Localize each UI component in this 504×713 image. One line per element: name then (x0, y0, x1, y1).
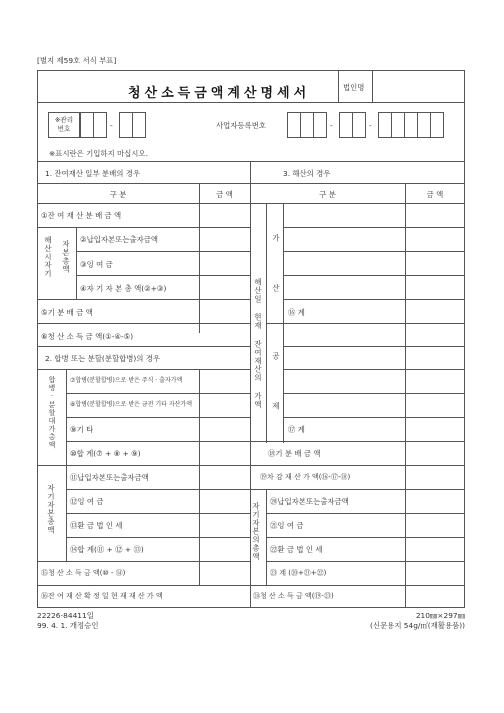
group-b-label: 합병·분할대가총액 (48, 376, 56, 449)
group-c-label: 자기자본총액 (46, 484, 56, 535)
row-7-label: ⑦합병(분할합병)으로 받은 주식 · 출자가액 (70, 377, 183, 384)
biz-reg-cell-4[interactable] (339, 112, 353, 138)
row-18-label: ⑱기 분 배 금 액 (268, 449, 321, 458)
biz-reg-cell-8[interactable] (404, 112, 418, 138)
group-d-sub2: 산 (271, 284, 281, 293)
group-a-outer-label: 해산시자기 (43, 236, 53, 278)
biz-reg-cell-6[interactable] (378, 112, 392, 138)
row-20-label: ⑳납입자본또는출자금액 (270, 497, 349, 506)
row-11-label: ⑪납입자본또는출자금액 (70, 473, 149, 482)
biz-reg-cell-10[interactable] (430, 112, 444, 138)
section1-title: 1. 잔여재산 일부 분배의 경우 (45, 169, 140, 178)
row-17-sum-label: ⑰ 계 (288, 425, 305, 434)
footer-approval: 99. 4. 1. 개정승인 (37, 621, 99, 630)
group-d-label: 해산일 현재 잔여재산의 가액 (253, 278, 263, 409)
mgmt-no-cell-3[interactable] (119, 112, 133, 138)
col-category-left: 구 분 (109, 190, 127, 199)
row-9-label: ⑨기 타 (70, 425, 94, 434)
group-d-sub3: 공 (271, 352, 281, 361)
section2-title: 2. 합병 또는 분할(분할합병)의 경우 (45, 354, 161, 363)
form-title: 청산소득금액계산명세서 (128, 86, 311, 101)
row-22-label: ㉒환 금 법 인 세 (270, 545, 323, 554)
row-10-label: ⑩합 계(⑦ + ⑧ + ⑨) (70, 449, 141, 458)
dash: - (369, 121, 372, 130)
row-2-label: ②납입자본또는출자금액 (80, 235, 159, 244)
col-category-right: 구 분 (319, 190, 336, 199)
row-3-label: ③잉 여 금 (80, 260, 113, 269)
biz-reg-label: 사업자등록번호 (216, 121, 266, 130)
group-a-inner-label: 자본총액 (61, 240, 71, 274)
mgmt-no-cell-2[interactable] (93, 112, 107, 138)
dash: - (330, 121, 333, 130)
dash: - (110, 121, 113, 130)
row-15-label: ⑮청 산 소 득 금 액(⑩ - ⑭) (41, 569, 126, 577)
row-5-label: ⑤기 분 배 금 액 (41, 308, 93, 317)
col-amount-left: 금 액 (216, 190, 233, 199)
biz-reg-cell-9[interactable] (417, 112, 431, 138)
group-d-sub1: 가 (271, 234, 281, 243)
group-d-sub4: 제 (271, 402, 281, 411)
row-8-label: ⑧합병(분할합병)으로 받은 금전 기타 자산가액 (70, 401, 193, 408)
biz-reg-cell-7[interactable] (391, 112, 405, 138)
form-number: [별지 제59호 서식 부표] (37, 56, 117, 65)
footer-paper: (신문용지 54g/㎡(재활용품)) (370, 621, 465, 630)
row-21-label: ㉑잉 여 금 (270, 521, 304, 530)
corp-name-label: 법인명 (343, 83, 365, 92)
row-14-label: ⑭합 계(⑪ + ⑫ + ⑬) (70, 545, 144, 554)
row-4-label: ④자 기 자 본 총 액(②+③) (80, 284, 167, 293)
row-24-label: ㉔청 산 소 득 금 액(⑲-㉓) (253, 592, 334, 600)
row-1-label: ①잔 여 재 산 분 배 금 액 (41, 211, 122, 220)
group-e-label: 자기자본의총액 (251, 502, 261, 561)
note-text: ※표시란은 기입하지 마십시오. (49, 149, 148, 158)
row-19-label: ⑲차 감 재 산 가 액(⑯-⑰-⑱) (260, 473, 351, 481)
mgmt-no-label: ※관리 번호 (54, 116, 74, 133)
row-23-label: ㉓ 계 (⑳+㉑+㉒) (270, 569, 327, 577)
row-16-sum-label: ⑯ 계 (288, 308, 305, 317)
biz-reg-cell-5[interactable] (352, 112, 366, 138)
biz-reg-cell-3[interactable] (313, 112, 327, 138)
row-12-label: ⑫잉 여 금 (70, 497, 104, 506)
row-16-label: ⑯잔 여 재 산 확 정 일 현 재 재 산 가 액 (41, 592, 163, 600)
row-6-label: ⑥청 산 소 득 금 액(①-④-⑤) (41, 332, 134, 341)
biz-reg-cell-1[interactable] (287, 112, 301, 138)
mgmt-no-cell-1[interactable] (80, 112, 94, 138)
col-amount-right: 금 액 (426, 190, 444, 199)
mgmt-no-cell-4[interactable] (132, 112, 146, 138)
footer-code: 22226-84411일 (37, 611, 94, 620)
biz-reg-cell-2[interactable] (300, 112, 314, 138)
row-13-label: ⑬환 금 법 인 세 (70, 521, 123, 530)
footer-size: 210㎜×297㎜ (415, 611, 465, 620)
section3-title: 3. 해산의 경우 (283, 169, 331, 178)
